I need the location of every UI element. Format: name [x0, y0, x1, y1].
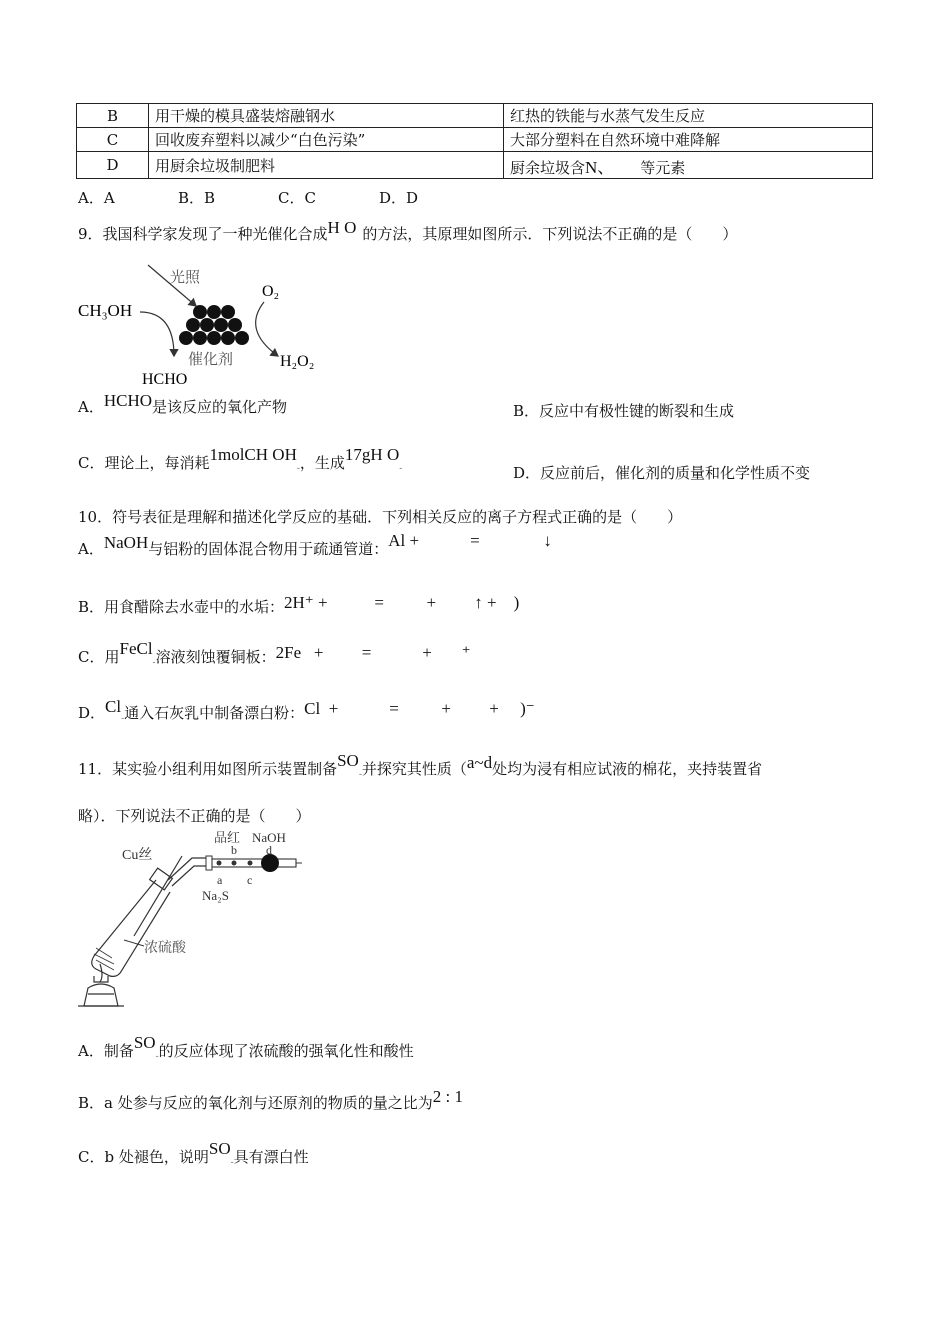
q11-stem-text: 并探究其性质（	[361, 760, 467, 778]
option-text: A．	[78, 540, 104, 558]
so2-apparatus-diagram	[74, 828, 304, 1018]
table-row	[77, 152, 873, 179]
cotton-b	[232, 861, 237, 866]
q10-option-b	[78, 593, 520, 617]
row-key: D	[77, 152, 149, 179]
q8-option-a: A．A	[78, 189, 115, 207]
reactant-arrow	[140, 312, 174, 356]
formula: NaOH	[103, 533, 149, 552]
q9-option-d: D．反应前后，催化剂的质量和化学性质不变	[513, 464, 811, 482]
formula: SO	[208, 1139, 231, 1158]
glass-tube	[212, 859, 296, 867]
q11-option-a: A．制备$SO_-$的反应体现了浓硫酸的强氧化性和酸性	[78, 1033, 414, 1062]
reason-text: 厨余垃圾含	[510, 158, 586, 177]
oxidant-label: O₂	[262, 283, 280, 300]
option-text: D．	[78, 704, 106, 722]
delivery-tube-inner	[172, 866, 206, 886]
option-text: 与铝粉的固体混合物用于疏通管道：	[148, 540, 389, 558]
q11-stem-text: 11．某实验小组利用如图所示装置制备	[78, 760, 338, 778]
equation: 2H⁺ + = + ↑ + )	[284, 593, 520, 612]
row-reason: 红热的铁能与水蒸气发生反应	[504, 104, 873, 128]
q10-option-a	[78, 531, 552, 559]
cu-wire-label: Cu丝	[122, 848, 153, 863]
q11-stem-line2: 略）．下列说法不正确的是（ ）	[78, 807, 311, 825]
option-text: A．	[78, 398, 104, 416]
table-row	[77, 128, 873, 152]
formula: a~d	[466, 753, 493, 772]
q11-stem-line1: 11．某实验小组利用如图所示装置制备$SO_-$并探究其性质（a~d处均为浸有相应试液的棉花，夹持装置省	[78, 751, 763, 780]
stopper	[206, 856, 212, 870]
formula: H O	[327, 218, 357, 237]
row-key: C	[77, 128, 149, 152]
q9-stem-text: 的方法，其原理如图所示．下列说法不正确的是（ ）	[362, 225, 738, 243]
option-text: C．用	[78, 648, 120, 666]
option-text: C．理论上，每消耗	[78, 454, 210, 472]
q10-option-d: D．$Cl_-$通入石灰乳中制备漂白粉：Cl + = + + )⁻	[78, 697, 535, 724]
option-text: B．a 处参与反应的氧化剂与还原剂的物质的量之比为	[78, 1094, 433, 1112]
cotton-c	[248, 861, 253, 866]
row-measure: 用厨余垃圾制肥料	[149, 152, 504, 179]
product1-label: HCHO	[142, 371, 188, 388]
q9-option-a	[78, 391, 288, 417]
catalyst-particles	[179, 305, 249, 345]
option-text: 具有漂白性	[233, 1148, 309, 1166]
q9-option-c: C．理论上，每消耗1molCH $OH_-$，生成17gH $O_-$	[78, 445, 403, 474]
catalyst-label: 催化剂	[188, 352, 234, 368]
q10-stem: 10．符号表征是理解和描述化学反应的基础．下列相关反应的离子方程式正确的是（ ）	[78, 508, 683, 526]
alcohol-lamp	[78, 964, 124, 1006]
table-row	[77, 104, 873, 128]
q9-stem	[78, 218, 738, 244]
equation: Al + = ↓	[388, 531, 552, 550]
q9-option-b: B．反应中有极性键的断裂和生成	[513, 402, 735, 420]
option-text: 的反应体现了浓硫酸的强氧化性和酸性	[158, 1042, 414, 1060]
option-text: 是该反应的氧化产物	[152, 398, 288, 416]
options-table	[76, 103, 873, 179]
product2-label: H₂O₂	[280, 353, 315, 370]
row-reason	[504, 152, 873, 179]
q8-option-b: B．B	[178, 189, 216, 207]
q10-option-c: C．用FeCl$_-$溶液刻蚀覆铜板：2Fe + = + ⁺	[78, 639, 471, 668]
row-reason: 大部分塑料在自然环境中难降解	[504, 128, 873, 152]
oxidant-arrow	[256, 302, 278, 356]
formula: HCHO	[103, 391, 153, 410]
q9-stem-text: 9．我国科学家发现了一种光催化合成	[78, 225, 328, 243]
light-label: 光照	[170, 270, 201, 286]
formula: 2 : 1	[432, 1087, 463, 1106]
reactant-label: CH₃OH	[78, 301, 133, 320]
row-measure: 回收废弃塑料以减少“白色污染”	[149, 128, 504, 152]
test-tube	[92, 868, 173, 976]
label-c: c	[247, 873, 253, 887]
option-text: 溶液刻蚀覆铜板：	[155, 648, 276, 666]
formula: N、	[585, 157, 615, 177]
na2s-label: Na₂S	[202, 888, 229, 903]
option-text: A．制备	[78, 1042, 134, 1060]
formula: SO	[337, 751, 359, 770]
label-b: b	[231, 843, 237, 857]
q8-option-c: C．C	[278, 189, 316, 207]
photocatalysis-diagram	[74, 260, 334, 390]
formula: 17gH O	[344, 445, 400, 464]
naoh-label: NaOH	[252, 830, 286, 845]
equation: 2Fe + = + ⁺	[275, 643, 471, 662]
cotton-a	[217, 861, 222, 866]
equation: Cl + = + + )⁻	[304, 699, 535, 718]
q11-option-c: C．b 处褪色，说明$SO_-$具有漂白性	[78, 1139, 309, 1168]
label-d: d	[266, 843, 272, 857]
row-measure: 用干燥的模具盛装熔融钢水	[149, 104, 504, 128]
reason-text: 等元素	[640, 158, 686, 177]
row-key: B	[77, 104, 149, 128]
formula: Cl	[105, 697, 122, 716]
option-text: ，生成	[299, 454, 345, 472]
formula: SO	[133, 1033, 156, 1052]
option-text: B．用食醋除去水壶中的水垢：	[78, 598, 285, 616]
formula: FeCl	[119, 639, 153, 658]
q11-stem-text: 处均为浸有相应试液的棉花，夹持装置省	[492, 760, 763, 778]
formula: 1molCH OH	[209, 445, 297, 464]
option-text: C．b 处褪色，说明	[78, 1148, 209, 1166]
acid-label: 浓硫酸	[144, 941, 186, 956]
option-text: 通入石灰乳中制备漂白粉：	[124, 704, 305, 722]
acid-liquid	[94, 948, 114, 970]
pinhong-label: 品红	[214, 830, 241, 845]
q11-option-b	[78, 1087, 463, 1113]
q8-option-d: D．D	[379, 189, 419, 207]
acid-pointer	[124, 940, 144, 946]
label-a: a	[217, 873, 223, 887]
